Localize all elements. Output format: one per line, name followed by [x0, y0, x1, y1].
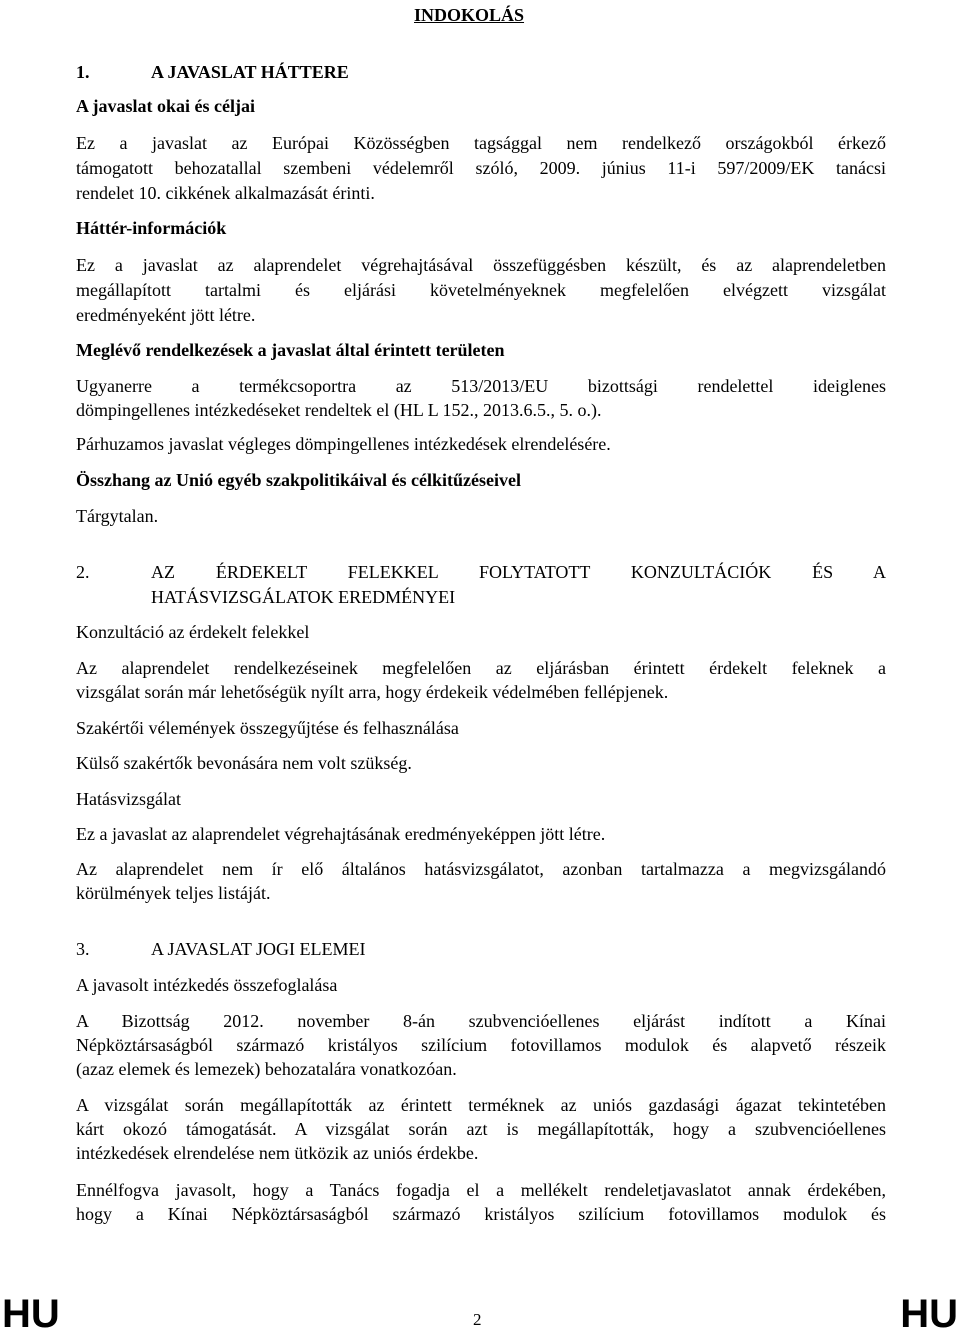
paragraph-2-line-1: Ez a javaslat az alaprendelet végrehajtásával összefüggésben készült, és az alaprendeletben — [76, 255, 886, 275]
paragraph-1-line-2: támogatott behozatallal szembeni védelemről szóló, 2009. június 11-i 597/2009/EK tanácsi — [76, 158, 886, 178]
paragraph-4: Párhuzamos javaslat végleges dömpingellenes intézkedések elrendelésére. — [76, 434, 611, 454]
section-1-number: 1. — [76, 62, 90, 82]
paragraph-11-line-2: kárt okozó támogatását. A vizsgálat során azt is megállapították, hogy a szubvencióellenes — [76, 1119, 886, 1139]
paragraph-10-line-3: (azaz elemek és lemezek) behozatalára vonatkozóan. — [76, 1059, 457, 1079]
paragraph-9-line-2: körülmények teljes listáját. — [76, 883, 271, 903]
paragraph-11-line-3: intézkedések elrendelése nem ütközik az uniós érdekbe. — [76, 1143, 479, 1163]
paragraph-2-line-3: eredményeként jött létre. — [76, 305, 256, 325]
paragraph-12-line-2: hogy a Kínai Népköztársaságból származó kristályos szilícium fotovillamos modulok és — [76, 1204, 886, 1224]
paragraph-10-line-1: A Bizottság 2012. november 8-án szubvencióellenes eljárást indított a Kínai — [76, 1011, 886, 1031]
section-2-number: 2. — [76, 562, 90, 582]
paragraph-7: Külső szakértők bevonására nem volt szükség. — [76, 753, 412, 773]
paragraph-2-line-2: megállapított tartalmi és eljárási követelményeknek megfelelően elvégzett vizsgálat — [76, 280, 886, 300]
section-1-title: A JAVASLAT HÁTTERE — [151, 62, 349, 82]
paragraph-1-line-1: Ez a javaslat az Európai Közösségben tagsággal nem rendelkező országokból érkező — [76, 133, 886, 153]
paragraph-11-line-1: A vizsgálat során megállapították az érintett terméknek az uniós gazdasági ágazat tekintetében — [76, 1095, 886, 1115]
paragraph-3-line-1: Ugyanerre a termékcsoportra az 513/2013/EU bizottsági rendelettel ideiglenes — [76, 376, 886, 396]
footer-language-right: HU — [900, 1292, 958, 1336]
heading-szakertoi: Szakértői vélemények összegyűjtése és felhasználása — [76, 718, 459, 738]
paragraph-6-line-1: Az alaprendelet rendelkezéseinek megfelelően az eljárásban érintett érdekelt feleknek a — [76, 658, 886, 678]
heading-osszhang: Összhang az Unió egyéb szakpolitikáival és célkitűzéseivel — [76, 470, 521, 490]
heading-konzultacio: Konzultáció az érdekelt felekkel — [76, 622, 310, 642]
section-3-number: 3. — [76, 939, 90, 959]
section-3-title: A JAVASLAT JOGI ELEMEI — [151, 939, 366, 959]
heading-hatasvizsgalat: Hatásvizsgálat — [76, 789, 181, 809]
heading-hatter: Háttér-információk — [76, 218, 227, 238]
paragraph-12-line-1: Ennélfogva javasolt, hogy a Tanács fogadja el a mellékelt rendeletjavaslatot annak érdekében, — [76, 1180, 886, 1200]
paragraph-10-line-2: Népköztársaságból származó kristályos szilícium fotovillamos modulok és alapvető részeik — [76, 1035, 886, 1055]
footer-language-left: HU — [2, 1292, 60, 1336]
heading-meglevo: Meglévő rendelkezések a javaslat által érintett területen — [76, 340, 505, 360]
paragraph-3-line-2: dömpingellenes intézkedéseket rendeltek el (HL L 152., 2013.6.5., 5. o.). — [76, 400, 602, 420]
paragraph-1-line-3: rendelet 10. cikkének alkalmazását érinti. — [76, 183, 375, 203]
heading-osszefoglalas: A javasolt intézkedés összefoglalása — [76, 975, 338, 995]
paragraph-8: Ez a javaslat az alaprendelet végrehajtásának eredményeképpen jött létre. — [76, 824, 606, 844]
paragraph-9-line-1: Az alaprendelet nem ír elő általános hatásvizsgálatot, azonban tartalmazza a megvizsgálandó — [76, 859, 886, 879]
page-number: 2 — [473, 1310, 482, 1329]
heading-okai: A javaslat okai és céljai — [76, 96, 255, 116]
paragraph-5: Tárgytalan. — [76, 506, 159, 526]
section-2-title-line-2: HATÁSVIZSGÁLATOK EREDMÉNYEI — [151, 587, 456, 607]
paragraph-6-line-2: vizsgálat során már lehetőségük nyílt arra, hogy érdekeik védelmében fellépjenek. — [76, 682, 669, 702]
document-title: INDOKOLÁS — [414, 5, 525, 25]
section-2-title-line-1: AZ ÉRDEKELT FELEKKEL FOLYTATOTT KONZULTÁCIÓK ÉS A — [151, 562, 886, 582]
